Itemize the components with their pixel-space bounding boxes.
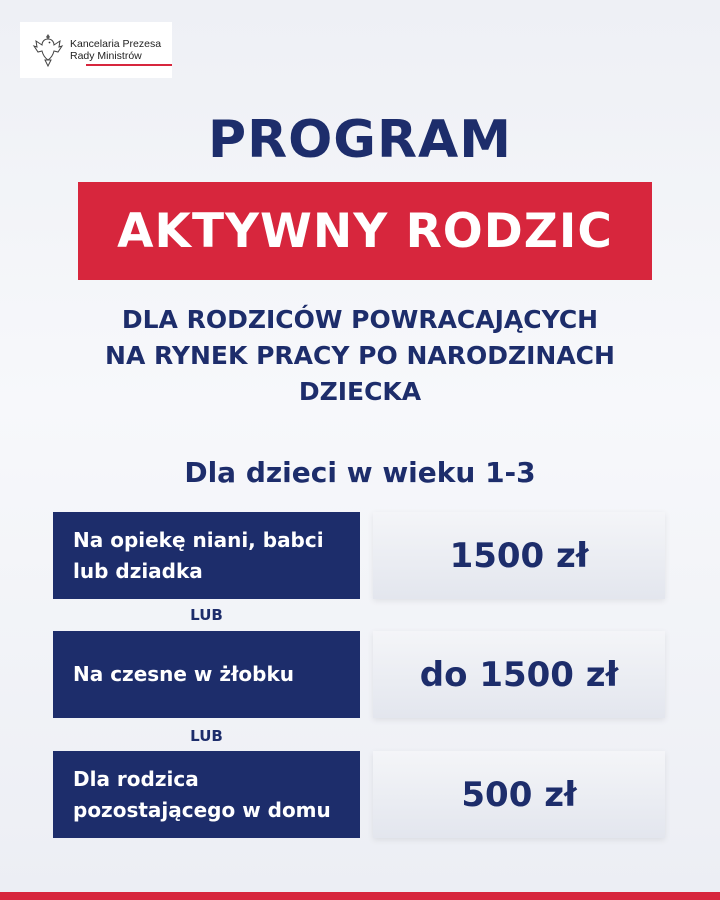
option-2-label-line-1: Na czesne w żłobku: [73, 662, 295, 686]
program-name-banner: [78, 182, 652, 280]
option-1-amount: 1500 zł: [449, 535, 589, 576]
separator-2: LUB: [190, 727, 223, 745]
option-3-amount: 500 zł: [461, 774, 577, 815]
option-3-label-line-2: pozostającego w domu: [73, 797, 331, 822]
subtitle-line-3: DZIECKA: [298, 377, 422, 406]
kprm-logo: [20, 22, 172, 78]
option-2-amount-box: [373, 631, 665, 718]
separator-1: LUB: [190, 606, 223, 624]
subtitle-line-2: NA RYNEK PRACY PO NARODZINACH: [105, 341, 615, 370]
polish-eagle-emblem-icon: [32, 31, 64, 69]
option-3-label: [53, 751, 360, 838]
program-subtitle: [40, 302, 680, 410]
option-1-label: [53, 512, 360, 599]
logo-text: [70, 38, 161, 62]
option-2-amount: do 1500 zł: [419, 654, 619, 695]
logo-line-1: Kancelaria Prezesa: [70, 38, 162, 50]
program-name: AKTYWNY RODZIC: [117, 203, 613, 259]
option-1-label-line-2: lub dziadka: [73, 558, 203, 583]
bottom-red-stripe: [0, 892, 720, 900]
logo-red-rule: [86, 64, 172, 66]
subtitle-line-1: DLA RODZICÓW POWRACAJĄCYCH: [121, 305, 599, 334]
logo-line-2: Rady Ministrów: [70, 50, 142, 62]
option-1-amount-box: [373, 512, 665, 599]
option-3-label-line-1: Dla rodzica: [73, 766, 199, 791]
age-heading: Dla dzieci w wieku 1-3: [184, 456, 536, 489]
option-3-amount-box: [373, 751, 665, 838]
option-1-label-line-1: Na opiekę niani, babci: [73, 527, 324, 552]
option-2-label: [53, 631, 360, 718]
program-title: PROGRAM: [207, 110, 513, 170]
